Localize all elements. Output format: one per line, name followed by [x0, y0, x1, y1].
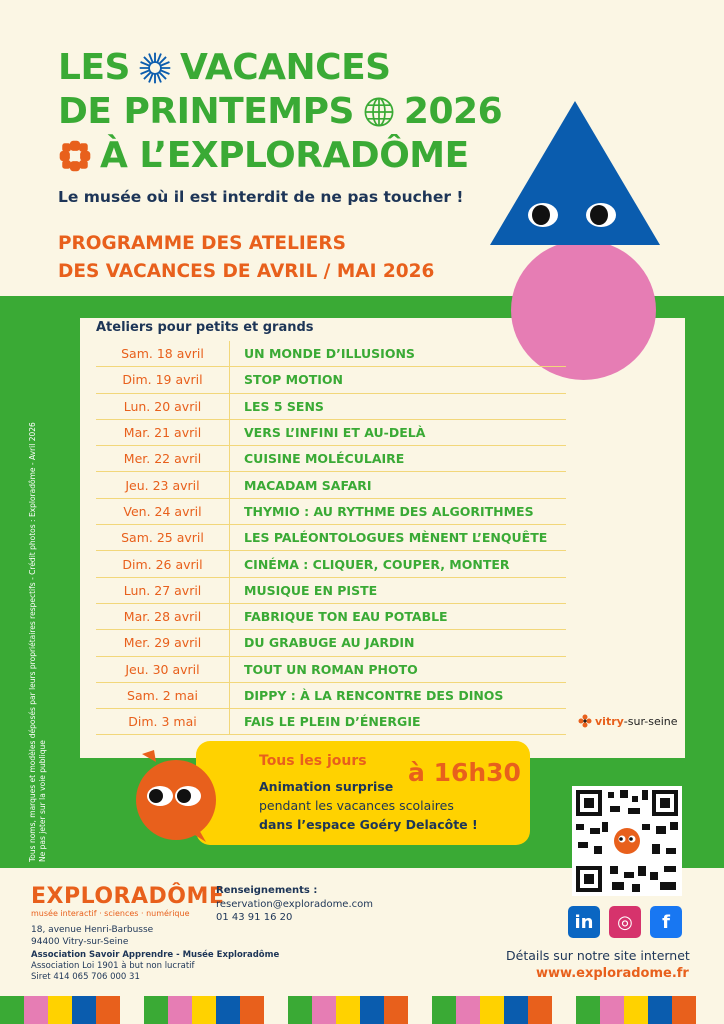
poster-title — [58, 46, 502, 178]
credits-line2: Ne pas jeter sur la voie publique — [38, 740, 47, 862]
atelier-day: Mer. 22 avril — [96, 446, 230, 471]
address-line2: 94400 Vitry-sur-Seine — [31, 937, 129, 947]
table-row — [96, 551, 566, 577]
strip-tile — [240, 996, 264, 1024]
strip-tile — [288, 996, 312, 1024]
assoc-line2: Association Loi 1901 à but non lucratif — [31, 961, 195, 971]
triangle-right-eye — [586, 203, 616, 227]
linkedin-icon[interactable]: in — [568, 906, 600, 938]
table-row — [96, 341, 566, 367]
strip-tile — [192, 996, 216, 1024]
qr-code[interactable] — [572, 786, 682, 896]
programme-line2: DES VACANCES DE AVRIL / MAI 2026 — [58, 261, 435, 282]
atelier-day: Mer. 29 avril — [96, 630, 230, 655]
programme-line1: PROGRAMME DES ATELIERS — [58, 233, 346, 254]
strip-tile — [408, 996, 432, 1024]
logo-subtitle: musée interactif · sciences · numérique — [31, 909, 190, 918]
atelier-name: FAIS LE PLEIN D’ÉNERGIE — [244, 714, 421, 730]
vitry-flower-icon — [578, 714, 592, 728]
strip-tile — [24, 996, 48, 1024]
animation-line3: pendant les vacances scolaires — [259, 798, 454, 813]
table-row — [96, 604, 566, 630]
vitry-rest: -sur-seine — [623, 714, 678, 728]
strip-tile — [432, 996, 456, 1024]
address-line1: 18, avenue Henri-Barbusse — [31, 925, 154, 935]
title-line3: À L’EXPLORADÔME — [100, 135, 469, 176]
animation-line4: dans l’espace Goéry Delacôte ! — [259, 817, 478, 832]
triangle-left-eye — [528, 203, 558, 227]
strip-tile — [48, 996, 72, 1024]
animation-time: à 16h30 — [408, 758, 521, 787]
atelier-name: CINÉMA : CLIQUER, COUPER, MONTER — [244, 556, 510, 572]
strip-tile — [600, 996, 624, 1024]
atelier-day: Jeu. 30 avril — [96, 657, 230, 682]
globe-icon — [362, 95, 396, 129]
association-info — [31, 950, 279, 983]
atelier-day: Jeu. 23 avril — [96, 472, 230, 497]
atelier-day: Lun. 27 avril — [96, 578, 230, 603]
table-row — [96, 499, 566, 525]
table-row — [96, 367, 566, 393]
atelier-name: MACADAM SAFARI — [244, 477, 372, 493]
atelier-name: LES 5 SENS — [244, 398, 324, 414]
atelier-day: Dim. 3 mai — [96, 709, 230, 734]
renseignements — [216, 884, 373, 925]
strip-tile — [624, 996, 648, 1024]
strip-tile — [384, 996, 408, 1024]
rens-phone[interactable]: 01 43 91 16 20 — [216, 912, 293, 923]
atelier-day: Sam. 2 mai — [96, 683, 230, 708]
ateliers-table — [96, 341, 566, 735]
strip-tile — [0, 996, 24, 1024]
strip-tile — [264, 996, 288, 1024]
sunburst-icon — [138, 51, 172, 85]
animation-line2: Animation surprise — [259, 779, 394, 794]
address — [31, 924, 153, 948]
facebook-icon[interactable]: f — [650, 906, 682, 938]
strip-tile — [360, 996, 384, 1024]
table-row — [96, 657, 566, 683]
atelier-day: Dim. 26 avril — [96, 551, 230, 576]
strip-tile — [552, 996, 576, 1024]
triangle-character — [490, 101, 660, 245]
title-line1-b: VACANCES — [179, 47, 391, 88]
strip-tile — [144, 996, 168, 1024]
table-row — [96, 683, 566, 709]
atelier-name: DU GRABUGE AU JARDIN — [244, 635, 415, 651]
assoc-line3: Siret 414 065 706 000 31 — [31, 972, 140, 982]
table-row — [96, 578, 566, 604]
table-row — [96, 472, 566, 498]
strip-tile — [528, 996, 552, 1024]
vertical-credits — [28, 422, 48, 862]
rens-title: Renseignements : — [216, 885, 318, 896]
atelier-day: Dim. 19 avril — [96, 367, 230, 392]
table-row — [96, 630, 566, 656]
strip-tile — [480, 996, 504, 1024]
tagline: Le musée où il est interdit de ne pas toucher ! — [58, 188, 464, 206]
atelier-day: Mar. 21 avril — [96, 420, 230, 445]
atelier-name: CUISINE MOLÉCULAIRE — [244, 451, 405, 467]
strip-tile — [96, 996, 120, 1024]
ateliers-heading: Ateliers pour petits et grands — [96, 320, 314, 335]
title-line2-a: DE PRINTEMPS — [58, 91, 354, 132]
strip-tile — [504, 996, 528, 1024]
table-row — [96, 525, 566, 551]
flower-icon — [58, 139, 92, 173]
strip-tile — [696, 996, 720, 1024]
exploradome-logo: EXPLORADÔME — [31, 884, 225, 909]
table-row — [96, 446, 566, 472]
atelier-name: LES PALÉONTOLOGUES MÈNENT L’ENQUÊTE — [244, 530, 548, 546]
atelier-name: FABRIQUE TON EAU POTABLE — [244, 609, 448, 625]
table-row — [96, 394, 566, 420]
atelier-name: THYMIO : AU RYTHME DES ALGORITHMES — [244, 503, 534, 519]
atelier-name: STOP MOTION — [244, 372, 343, 388]
title-line1-a: LES — [58, 47, 130, 88]
vitry-bold: vitry — [595, 714, 624, 728]
atelier-day: Ven. 24 avril — [96, 499, 230, 524]
decorative-icon-strip — [0, 996, 724, 1024]
instagram-icon[interactable]: ◎ — [609, 906, 641, 938]
atelier-day: Mar. 28 avril — [96, 604, 230, 629]
programme-heading — [58, 230, 434, 286]
strip-tile — [336, 996, 360, 1024]
orange-mascot — [132, 748, 222, 848]
title-line2-b: 2026 — [403, 91, 503, 132]
strip-tile — [120, 996, 144, 1024]
strip-tile — [72, 996, 96, 1024]
strip-tile — [648, 996, 672, 1024]
atelier-name: TOUT UN ROMAN PHOTO — [244, 661, 418, 677]
website-link[interactable]: www.exploradome.fr — [536, 966, 689, 981]
atelier-day: Lun. 20 avril — [96, 394, 230, 419]
rens-email[interactable]: reservation@exploradome.com — [216, 898, 373, 910]
strip-tile — [216, 996, 240, 1024]
atelier-name: MUSIQUE EN PISTE — [244, 582, 378, 598]
atelier-day: Sam. 25 avril — [96, 525, 230, 550]
strip-tile — [312, 996, 336, 1024]
vitry-logo — [578, 714, 678, 728]
atelier-name: DIPPY : À LA RENCONTRE DES DINOS — [244, 688, 504, 703]
atelier-day: Sam. 18 avril — [96, 341, 230, 366]
details-text: Détails sur notre site internet — [506, 948, 690, 963]
assoc-line1: Association Savoir Apprendre - Musée Exploradôme — [31, 950, 280, 960]
animation-tous: Tous les jours — [259, 753, 367, 769]
strip-tile — [456, 996, 480, 1024]
strip-tile — [168, 996, 192, 1024]
strip-tile — [672, 996, 696, 1024]
table-row — [96, 420, 566, 446]
atelier-name: VERS L’INFINI ET AU-DELÀ — [244, 425, 426, 441]
credits-line1: Tous noms, marques et modèles déposés par leurs propriétaires respectifs - Crédit photos : Exploradôme - Avril 2026 — [28, 422, 37, 862]
atelier-name: UN MONDE D’ILLUSIONS — [244, 346, 415, 362]
table-row — [96, 709, 566, 735]
strip-tile — [576, 996, 600, 1024]
